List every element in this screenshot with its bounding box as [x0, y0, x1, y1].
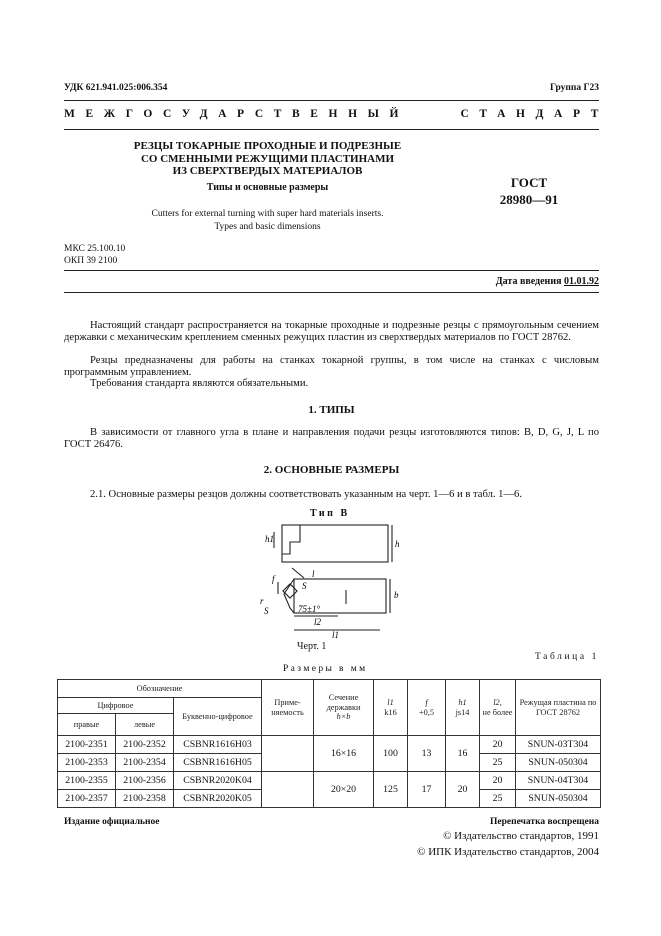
cell-insert: SNUN-050304 — [516, 754, 601, 772]
header-f — [408, 680, 446, 736]
effective-date-value: 01.01.92 — [564, 276, 599, 287]
intro-paragraph-3: Требования стандарта являются обязательными. — [90, 378, 309, 389]
label-r: r — [260, 596, 264, 606]
reprint-notice: Перепечатка воспрещена — [489, 817, 599, 827]
cell-code: CSBNR1616H03 — [174, 736, 262, 754]
intro-paragraph-1: Настоящий стандарт распространяется на токарные проходные и подрезные резцы с прямоугольным сечением державки с механическим креплением сменных режущих пластин из сверхтвердых материалов по ГОСТ 28762. — [64, 320, 599, 343]
group-code: Группа Г23 — [550, 83, 599, 93]
figure-type-label: Тип B — [310, 508, 350, 519]
gost-code: 28980—91 — [499, 192, 559, 207]
header-letter: Буквенно-цифровое — [174, 698, 262, 736]
cell-section: 20×20 — [314, 772, 374, 808]
cell-applicability — [262, 772, 314, 808]
header-h1 — [446, 680, 480, 736]
cell-l2: 20 — [480, 772, 516, 790]
header-section — [314, 680, 374, 736]
label-angle-mark: S — [302, 581, 307, 591]
effective-date — [496, 276, 599, 287]
header-l1 — [374, 680, 408, 736]
cell-right: 2100-2353 — [58, 754, 116, 772]
cell-code: CSBNR2020K05 — [174, 790, 262, 808]
cell-l2: 25 — [480, 754, 516, 772]
header-l1-symbol: l1 — [387, 698, 394, 707]
codes-rule — [64, 270, 599, 271]
classification-codes — [64, 244, 125, 267]
header-l2-symbol: l2, — [493, 698, 502, 707]
label-h: h — [395, 539, 400, 549]
label-s: S — [264, 606, 269, 616]
label-l1: l1 — [332, 630, 340, 640]
table-units: Размеры в мм — [283, 664, 368, 674]
cell-left: 2100-2356 — [116, 772, 174, 790]
udk-code: УДК 621.941.025:006.354 — [64, 83, 168, 93]
header-f-symbol: f — [425, 698, 428, 707]
title-en-line-1: Cutters for external turning with super hard materials inserts. — [151, 209, 384, 219]
table-number: Таблица 1 — [534, 652, 599, 662]
label-l2: l2 — [314, 617, 322, 627]
section-2-text: 2.1. Основные размеры резцов должны соответствовать указанным на черт. 1—6 и в табл. 1—6. — [90, 489, 522, 500]
header-standard: СТАНДАРТ — [460, 108, 609, 120]
cell-right: 2100-2351 — [58, 736, 116, 754]
mks-code: МКС 25.100.10 — [64, 244, 126, 254]
cell-code: CSBNR2020K04 — [174, 772, 262, 790]
header-l2 — [480, 680, 516, 736]
section-1-text: В зависимости от главного угла в плане и направления подачи резцы изготовляются типов: B, D, G, J, L по ГОСТ 26476. — [64, 427, 599, 450]
header-interstate: МЕЖГОСУДАРСТВЕННЫЙ — [64, 108, 410, 120]
section-1-heading: 1. ТИПЫ — [308, 404, 355, 416]
holder-side-view — [282, 525, 388, 562]
title-russian — [100, 140, 435, 178]
label-l: l — [312, 569, 315, 579]
gost-label: ГОСТ — [510, 175, 548, 190]
cell-right: 2100-2357 — [58, 790, 116, 808]
header-f-tolerance: +0,5 — [418, 707, 435, 717]
header-left: левые — [116, 714, 174, 736]
label-f: f — [272, 574, 275, 584]
cell-insert: SNUN-03T304 — [516, 736, 601, 754]
table-row — [58, 736, 601, 754]
okp-code: ОКП 39 2100 — [64, 255, 118, 266]
header-digital: Цифровое — [58, 698, 174, 714]
label-h1: h1 — [265, 534, 274, 544]
header-applicability: Приме-няемость — [262, 680, 314, 736]
header-section-dims: h×b — [336, 712, 351, 722]
dimensions-table — [57, 679, 601, 808]
cell-l1: 125 — [374, 772, 408, 808]
cell-right: 2100-2355 — [58, 772, 116, 790]
cell-l2: 20 — [480, 736, 516, 754]
figure-caption: Черт. 1 — [297, 641, 327, 652]
cutter-drawing — [252, 518, 412, 642]
cell-left: 2100-2354 — [116, 754, 174, 772]
header-right: правые — [58, 714, 116, 736]
cell-f: 13 — [408, 736, 446, 772]
title-en-line-2: Types and basic dimensions — [214, 221, 321, 232]
date-rule — [64, 292, 599, 293]
label-b: b — [394, 590, 399, 600]
insert-side-profile — [282, 525, 300, 554]
copyright-2004: © ИПК Издательство стандартов, 2004 — [417, 846, 599, 858]
table-row — [58, 772, 601, 790]
header-h1-symbol: h1 — [458, 698, 467, 707]
header-rule — [64, 129, 599, 130]
cell-insert: SNUN-04T304 — [516, 772, 601, 790]
effective-date-label: Дата введения — [495, 276, 562, 287]
cell-applicability — [262, 736, 314, 772]
cell-l2: 25 — [480, 790, 516, 808]
intro-paragraph-2: Резцы предназначены для работы на станках токарной группы, в том числе на станках с числовым программным управлением. — [64, 355, 599, 378]
header-l1-tolerance: k16 — [384, 707, 397, 717]
official-edition: Издание официальное — [64, 817, 160, 827]
title-line-3: ИЗ СВЕРХТВЕРДЫХ МАТЕРИАЛОВ — [172, 165, 363, 177]
cell-h1: 16 — [446, 736, 480, 772]
gost-number — [486, 174, 572, 208]
cell-left: 2100-2358 — [116, 790, 174, 808]
top-rule — [64, 100, 599, 101]
copyright-1991: © Издательство стандартов, 1991 — [443, 830, 599, 842]
title-english — [100, 208, 435, 233]
header-l2-note: не более — [482, 707, 513, 717]
header-section-label: Сечение державки — [326, 693, 361, 712]
cell-code: CSBNR1616H05 — [174, 754, 262, 772]
title-line-1: РЕЗЦЫ ТОКАРНЫЕ ПРОХОДНЫЕ И ПОДРЕЗНЫЕ — [133, 140, 402, 152]
header-insert: Режущая пластина по ГОСТ 28762 — [516, 680, 601, 736]
header-h1-tolerance: js14 — [455, 707, 470, 717]
cell-section: 16×16 — [314, 736, 374, 772]
cell-l1: 100 — [374, 736, 408, 772]
cell-left: 2100-2352 — [116, 736, 174, 754]
header-designation: Обозначение — [58, 680, 262, 698]
cell-f: 17 — [408, 772, 446, 808]
section-2-heading: 2. ОСНОВНЫЕ РАЗМЕРЫ — [263, 464, 400, 476]
title-line-2: СО СМЕННЫМИ РЕЖУЩИМИ ПЛАСТИНАМИ — [140, 152, 395, 165]
subtitle-russian: Типы и основные размеры — [206, 182, 329, 193]
label-angle: 75±1° — [298, 604, 321, 614]
cell-insert: SNUN-050304 — [516, 790, 601, 808]
cell-h1: 20 — [446, 772, 480, 808]
